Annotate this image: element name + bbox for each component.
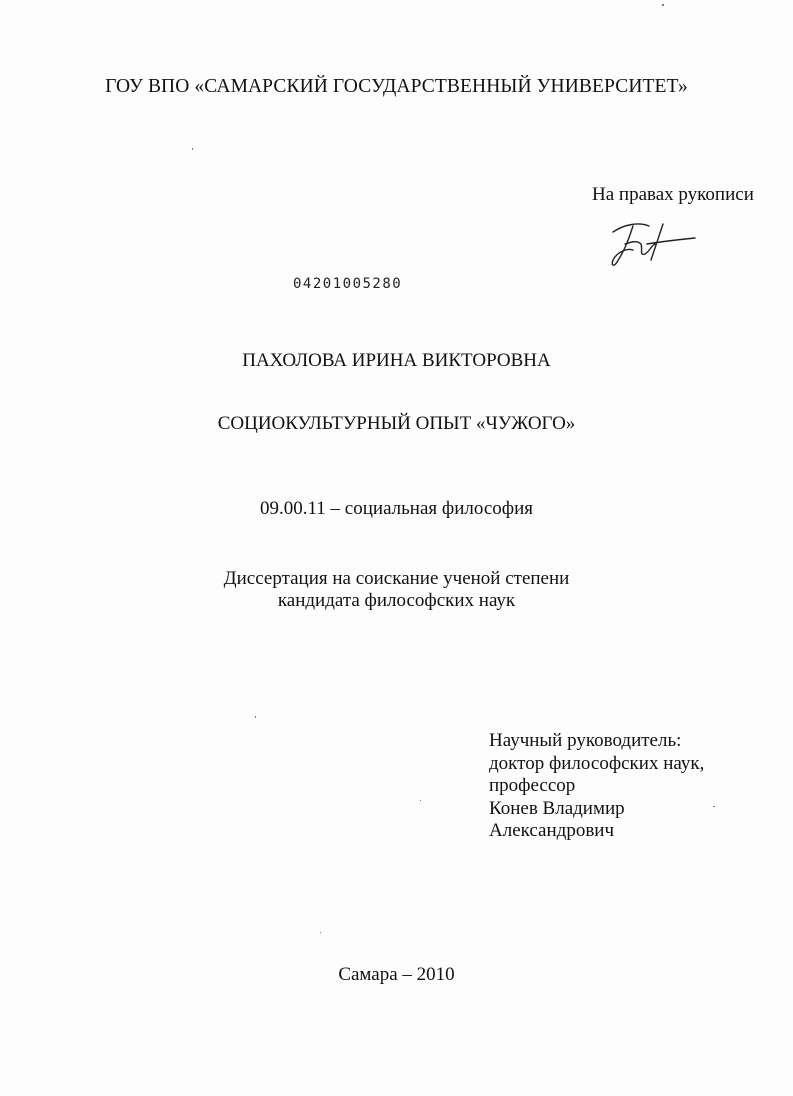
institution-name: ГОУ ВПО «САМАРСКИЙ ГОСУДАРСТВЕННЫЙ УНИВЕРСИТЕТ» (105, 76, 688, 97)
degree-line-1: Диссертация на соискание ученой степени (223, 568, 570, 589)
city-year: Самара – 2010 (338, 964, 455, 985)
author-name: ПАХОЛОВА ИРИНА ВИКТОРОВНА (242, 350, 551, 371)
scan-speck (255, 716, 256, 718)
dissertation-title: СОЦИОКУЛЬТУРНЫЙ ОПЫТ «ЧУЖОГО» (217, 413, 576, 434)
advisor-block (489, 730, 704, 843)
registration-number: 04201005280 (293, 276, 403, 292)
advisor-name-first: Конев Владимир (489, 797, 625, 819)
specialty-code: 09.00.11 – социальная философия (260, 498, 533, 519)
advisor-name-patronymic: Александрович (489, 820, 615, 841)
scan-speck (192, 148, 193, 150)
advisor-label: Научный руководитель: (489, 730, 682, 751)
scan-speck (662, 4, 664, 6)
scan-speck (713, 806, 715, 807)
degree-line-2: кандидата философских наук (277, 590, 516, 611)
scan-speck (420, 800, 421, 801)
advisor-degree: доктор философских наук, (489, 752, 705, 774)
rights-note: На правах рукописи (592, 184, 754, 205)
advisor-title: профессор (489, 775, 576, 796)
scan-speck (320, 932, 321, 933)
author-signature (603, 214, 698, 272)
